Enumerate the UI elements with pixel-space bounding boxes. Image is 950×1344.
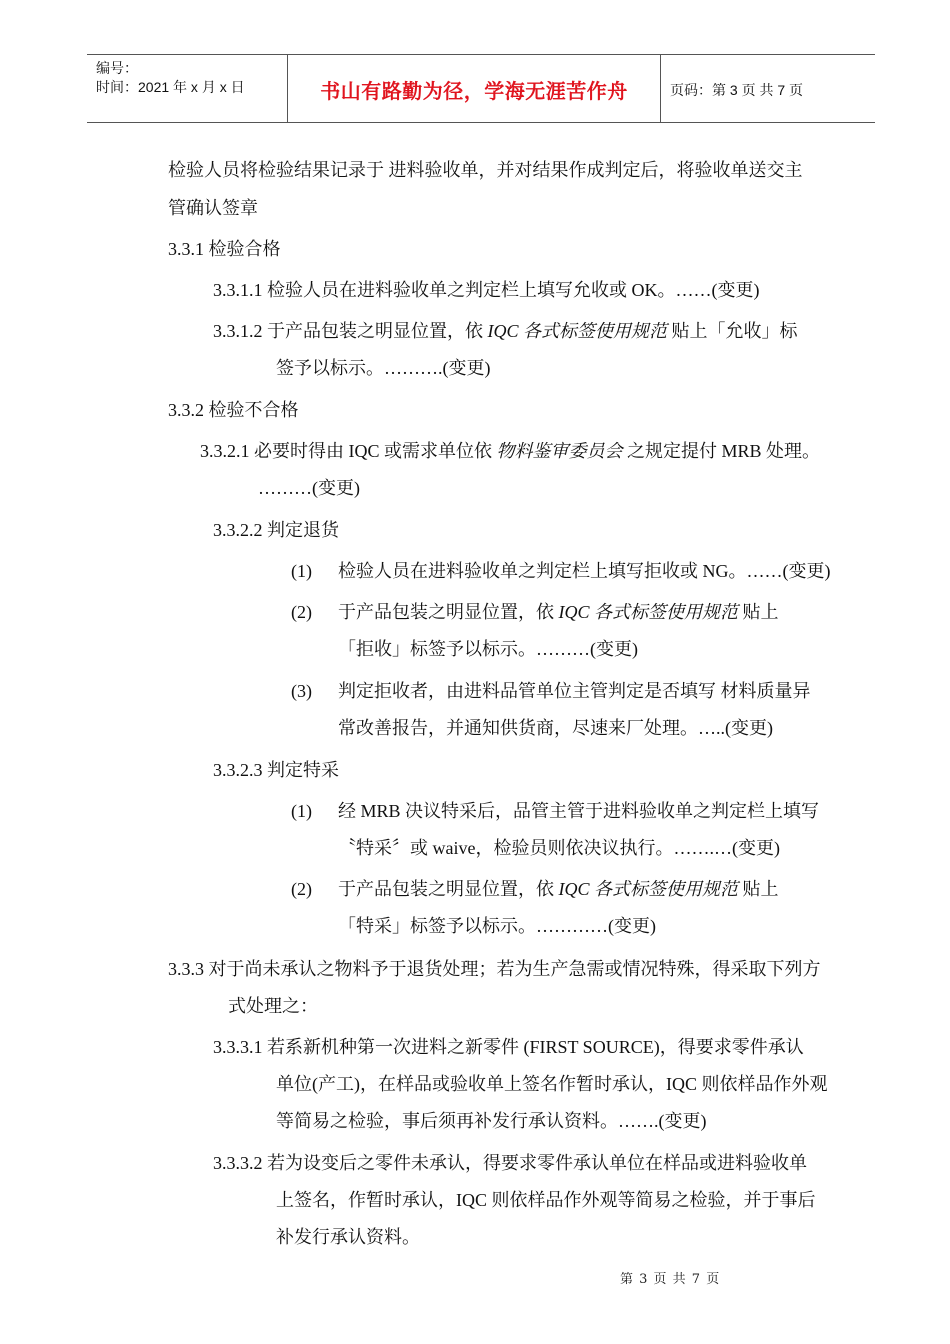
list-number: (1) xyxy=(291,801,312,821)
paragraph-line: 管确认签章 xyxy=(168,198,258,218)
clause-3-3-3-2-cont: 上签名，作暂时承认，IQC 则依样品作外观等简易之检验，并于事后 xyxy=(276,1190,816,1210)
list-item: 经 MRB 决议特采后，品管主管于进料验收单之判定栏上填写 xyxy=(338,801,820,821)
list-item: 判定拒收者，由进料品管单位主管判定是否填写 材料质量异 xyxy=(338,681,811,701)
clause-3-3-1-2: 3.3.1.2 于产品包装之明显位置，依 IQC 各式标签使用规范 贴上「允收」标 xyxy=(213,321,798,341)
spec-reference: IQC 各式标签使用规范 xyxy=(558,879,738,899)
list-item-cont: 「特采」标签予以标示。…………(变更) xyxy=(338,916,656,936)
list-number: (2) xyxy=(291,602,312,622)
header-bottom-rule xyxy=(87,122,875,123)
doc-number-label: 编号： xyxy=(96,60,138,76)
page-footer: 第 3 页 共 7 页 xyxy=(620,1272,721,1287)
list-number: (2) xyxy=(291,879,312,899)
header-motto: 书山有路勤为径，学海无涯苦作舟 xyxy=(320,79,628,103)
header-top-rule xyxy=(87,54,875,55)
section-heading-3-3-3: 3.3.3 对于尚未承认之物料予于退货处理；若为生产急需或情况特殊，得采取下列方 xyxy=(168,959,821,979)
clause-3-3-1-2-cont: 签予以标示。……….(变更) xyxy=(276,358,491,378)
clause-3-3-1-1: 3.3.1.1 检验人员在进料验收单之判定栏上填写允收或 OK。……(变更) xyxy=(213,280,760,300)
section-heading-3-3-1: 3.3.1 检验合格 xyxy=(168,239,281,259)
page-indicator: 页码：第 3 页 共 7 页 xyxy=(670,82,804,98)
clause-3-3-3-1-cont: 单位(产工)，在样品或验收单上签名作暂时承认，IQC 则依样品作外观 xyxy=(276,1074,828,1094)
clause-3-3-2-1: 3.3.2.1 必要时得由 IQC 或需求单位依 物料鉴审委员会 之规定提付 MRB 处理。 xyxy=(200,441,821,461)
list-number: (1) xyxy=(291,561,312,581)
spec-reference: IQC 各式标签使用规范 xyxy=(558,602,738,622)
header-divider-right xyxy=(660,54,661,122)
clause-3-3-3-2-cont: 补发行承认资料。 xyxy=(276,1227,420,1247)
list-item-cont: 常改善报告，并通知供货商，尽速来厂处理。…..(变更) xyxy=(338,718,773,738)
clause-3-3-2-2: 3.3.2.2 判定退货 xyxy=(213,520,339,540)
list-item: 于产品包装之明显位置，依 IQC 各式标签使用规范 贴上 xyxy=(338,602,779,622)
list-item: 于产品包装之明显位置，依 IQC 各式标签使用规范 贴上 xyxy=(338,879,779,899)
section-3-3-3-cont: 式处理之： xyxy=(228,996,318,1016)
section-heading-3-3-2: 3.3.2 检验不合格 xyxy=(168,400,299,420)
list-item-cont: 「拒收」标签予以标示。………(变更) xyxy=(338,639,638,659)
list-item-cont: 〝特采〞或 waive，检验员则依决议执行。…….…(变更) xyxy=(338,838,780,858)
doc-time-label: 时间：2021 年 x 月 x 日 xyxy=(96,79,245,95)
clause-3-3-3-1-cont: 等简易之检验，事后须再补发行承认资料。…….(变更) xyxy=(276,1111,707,1131)
list-number: (3) xyxy=(291,681,312,701)
list-item: 检验人员在进料验收单之判定栏上填写拒收或 NG。……(变更) xyxy=(338,561,831,581)
spec-reference: IQC 各式标签使用规范 xyxy=(487,321,667,341)
clause-3-3-3-1: 3.3.3.1 若系新机种第一次进料之新零件 (FIRST SOURCE)，得要求零件承认 xyxy=(213,1037,804,1057)
paragraph-line: 检验人员将检验结果记录于 进料验收单，并对结果作成判定后，将验收单送交主 xyxy=(168,160,803,180)
committee-reference: 物料鉴审委员会 xyxy=(496,441,623,461)
clause-3-3-3-2: 3.3.3.2 若为设变后之零件未承认，得要求零件承认单位在样品或进料验收单 xyxy=(213,1153,807,1173)
clause-3-3-2-1-cont: ………(变更) xyxy=(258,478,360,498)
clause-3-3-2-3: 3.3.2.3 判定特采 xyxy=(213,760,339,780)
